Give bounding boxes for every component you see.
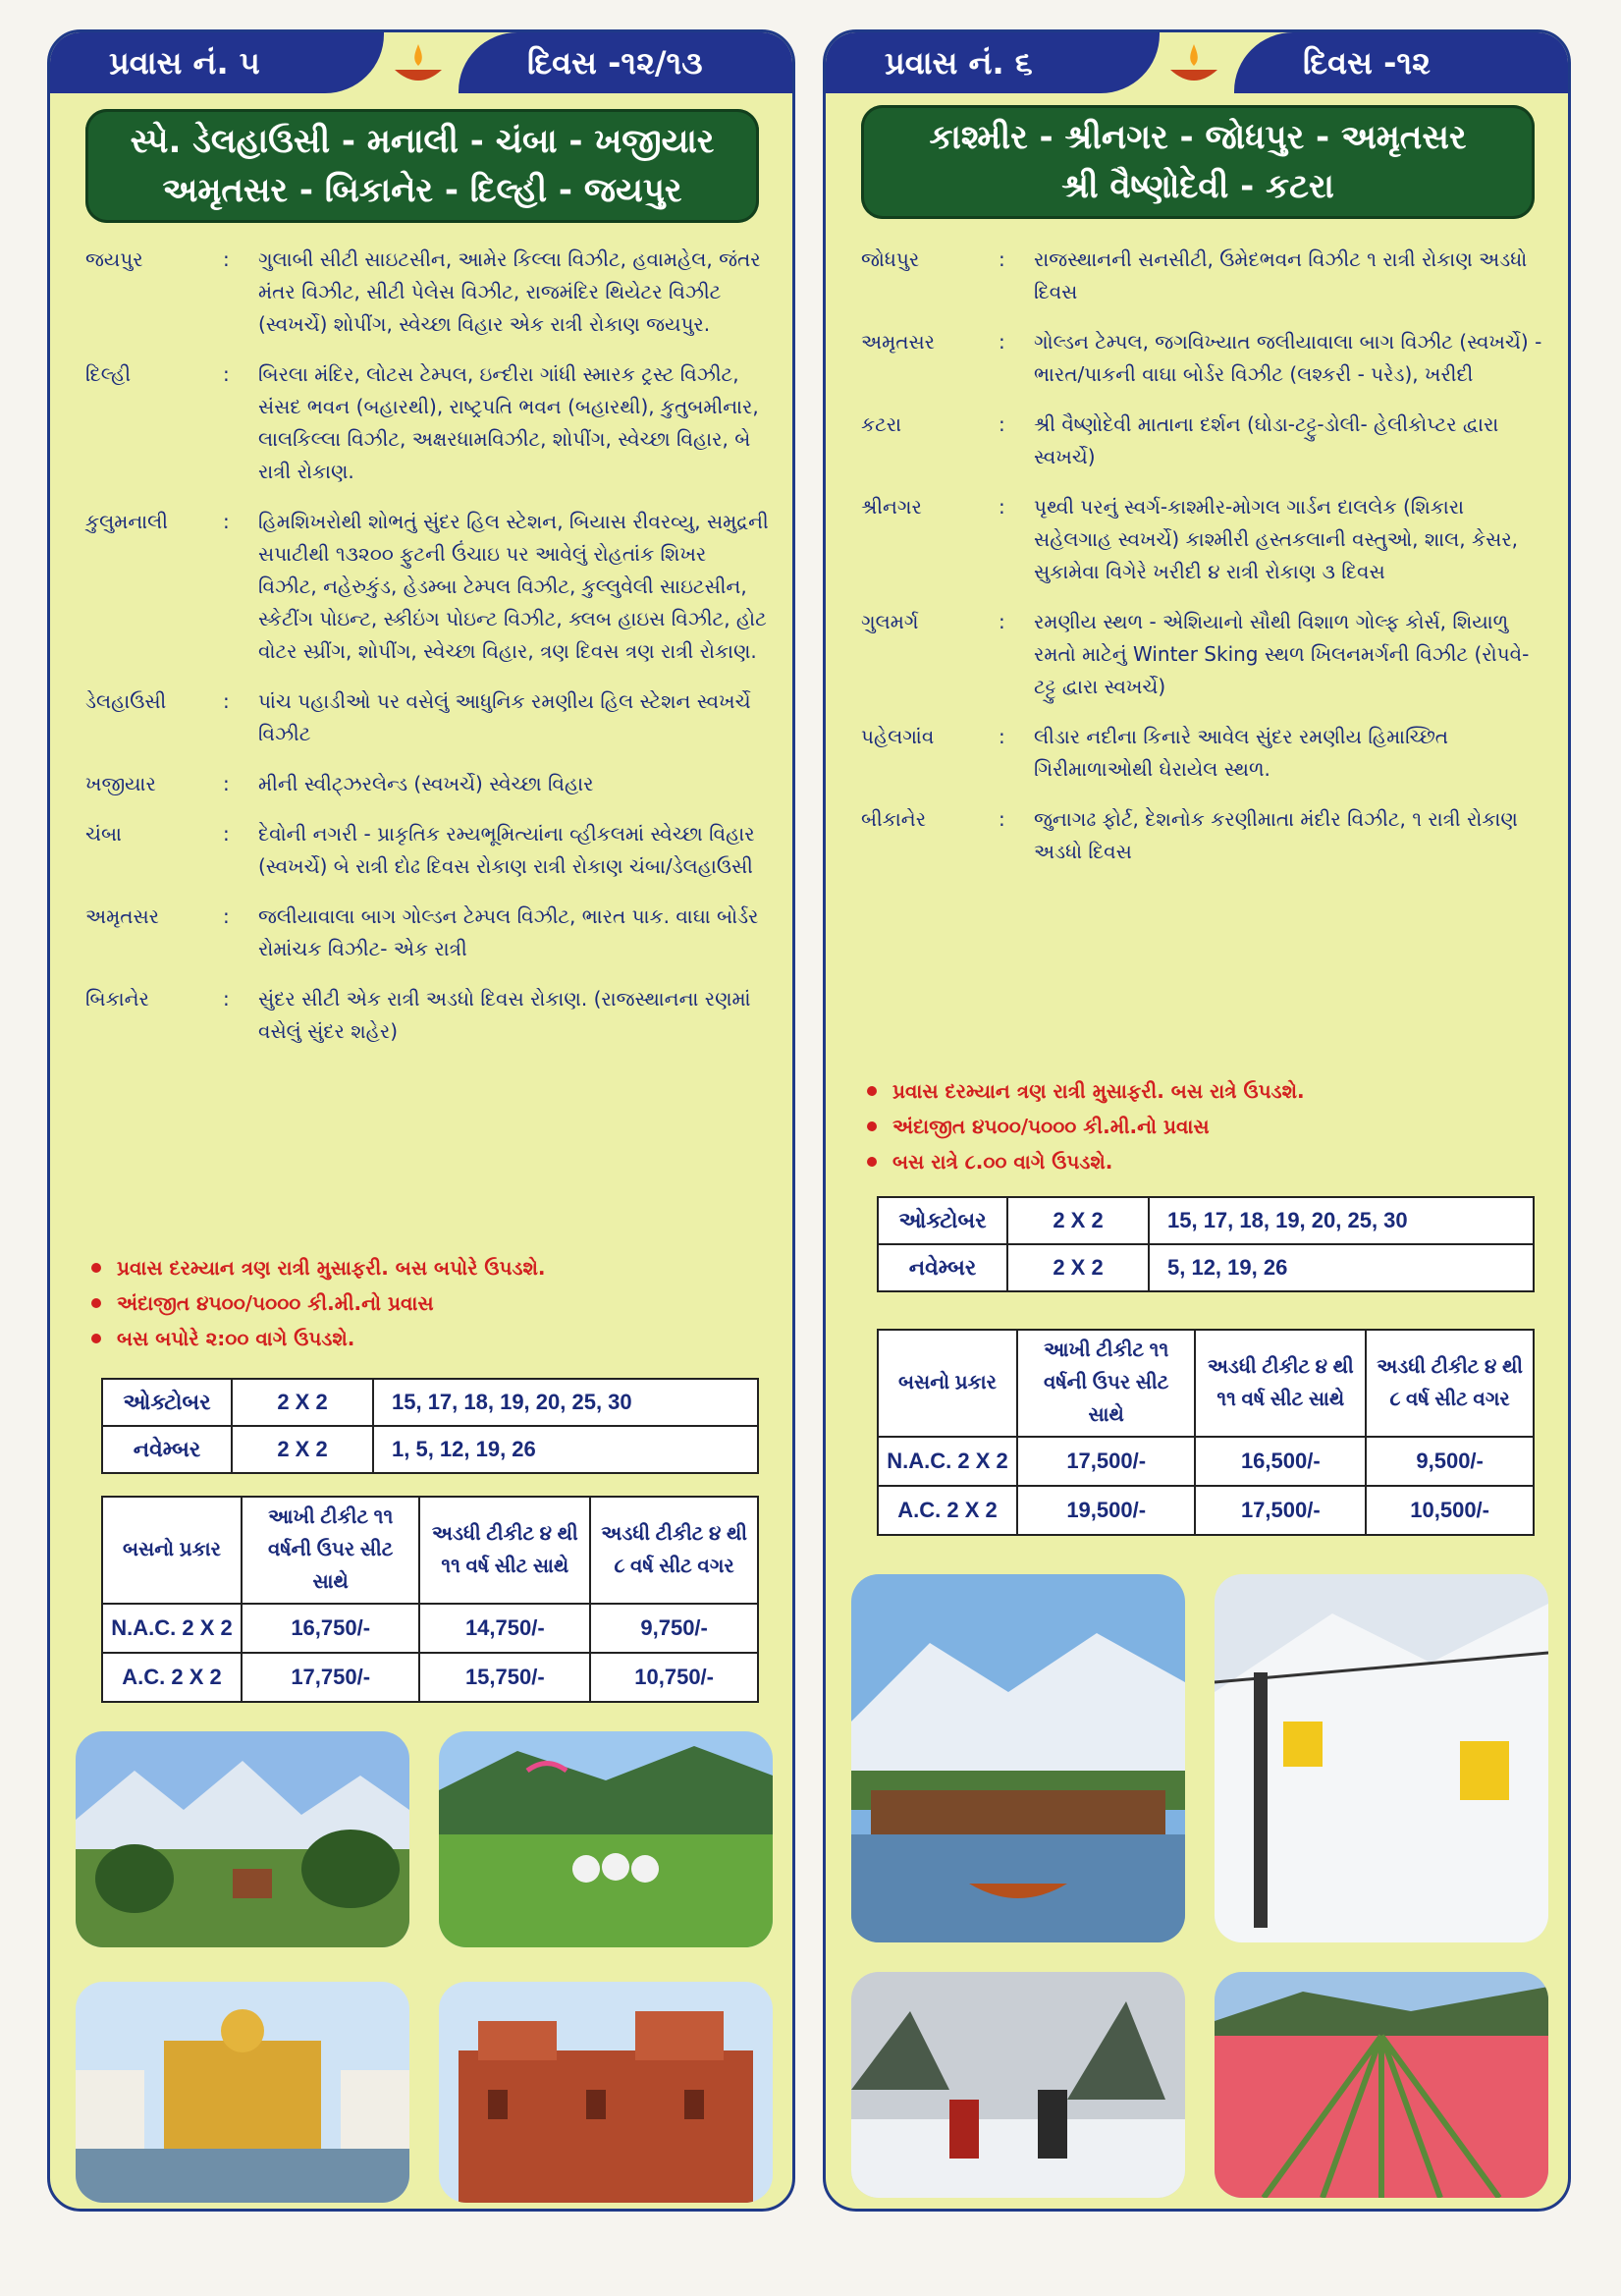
bullet-icon xyxy=(867,1157,877,1167)
table-row: A.C. 2 X 2 17,750/- 15,750/- 10,750/- xyxy=(102,1653,758,1702)
itinerary-row: અમૃતસર : ગોલ્ડન ટેમ્પલ, જગવિખ્યાત જલીયાવાલા બાગ વિઝીટ (સ્વખર્ચે) - ભારત/પાકની વાઘા બોર્ડર વિઝીટ (લશ્કરી - પરેડ), ખરીદી xyxy=(861,326,1548,391)
itinerary-row: ડેલહાઉસી : પાંચ પહાડીઓ પર વસેલું આધુનિક રમણીય હિલ સ્ટેશન સ્વખર્ચે વિઝીટ xyxy=(85,685,773,750)
tour-title-line-2: અમૃતસર - બિકાનેર - દિલ્હી - જયપુર xyxy=(162,171,682,210)
place-name: દિલ્હી xyxy=(85,362,132,386)
place-name: ગુલમર્ગ xyxy=(861,610,919,633)
notes-list xyxy=(91,1250,545,1356)
itinerary-row: ખજીયાર : મીની સ્વીટ્ઝરલેન્ડ (સ્વખર્ચે) સ્વેચ્છા વિહાર xyxy=(85,768,773,800)
place-name: પહેલગાંવ xyxy=(861,725,935,748)
place-description: સુંદર સીટી એક રાત્રી અડધો દિવસ રોકાણ. (રાજસ્થાનના રણમાં વસેલું સુંદર શહેર) xyxy=(258,987,751,1043)
place-name: અમૃતસર xyxy=(861,330,936,354)
place-description: ગોલ્ડન ટેમ્પલ, જગવિખ્યાત જલીયાવાલા બાગ વિઝીટ (સ્વખર્ચે) - ભારત/પાકની વાઘા બોર્ડર વિઝીટ (લશ્કરી - પરેડ), ખરીદી xyxy=(1034,330,1542,386)
bullet-icon xyxy=(91,1298,101,1308)
itinerary-row: બિકાનેર : સુંદર સીટી એક રાત્રી અડધો દિવસ રોકાણ. (રાજસ્થાનના રણમાં વસેલું સુંદર શહેર) xyxy=(85,983,773,1048)
photo-tulip-garden xyxy=(1215,1972,1548,2198)
place-description: હિમશિખરોથી શોભતું સુંદર હિલ સ્ટેશન, બિયાસ રીવરવ્યુ, સમુદ્રની સપાટીથી ૧૩૨૦૦ ફુટની ઉંચાઇ પર આવેલું રોહતાંક શિખર વિઝીટ, નહેરુકુંડ, હેડમ્બા ટેમ્પલ વિઝીટ, કુલ્લુવેલી સાઇટસીન, સ્કેટીંગ પોઇન્ટ, સ્કીઇંગ પોઇન્ટ વિઝીટ, ક્લબ હાઇસ વિઝીટ, હોટ વોટર સ્પ્રીંગ, શોપીંગ, સ્વેચ્છા વિહાર, ત્રણ દિવસ ત્રણ રાત્રી રોકાણ. xyxy=(258,510,769,663)
place-description: પૃથ્વી પરનું સ્વર્ગ-કાશ્મીર-મોગલ ગાર્ડન દાલલેક (શિકારા સહેલગાહ સ્વખર્ચે) કાશ્મીરી હસ્તકલાની વસ્તુઓ, શાલ, કેસર, સુકામેવા વિગેરે ખરીદી ૪ રાત્રી રોકાણ ૩ દિવસ xyxy=(1034,495,1519,583)
table-row: N.A.C. 2 X 2 17,500/- 16,500/- 9,500/- xyxy=(878,1437,1534,1486)
bullet-icon xyxy=(91,1263,101,1273)
tour-title-line-1: કાશ્મીર - શ્રીનગર - જોધપુર - અમૃતસર xyxy=(929,118,1467,157)
place-description: રાજસ્થાનની સનસીટી, ઉમેદભવન વિઝીટ ૧ રાત્રી રોકાણ અડધો દિવસ xyxy=(1034,247,1528,303)
tour-days: દિવસ -૧૨/૧૩ xyxy=(459,32,792,93)
itinerary-row: જયપુર : ગુલાબી સીટી સાઇટસીન, આમેર કિલ્લા વિઝીટ, હવામહેલ, જંતર મંતર વિઝીટ, સીટી પેલેસ વિઝીટ, રાજમંદિર થિયેટર વિઝીટ (સ્વખર્ચે) શોપીંગ, સ્વેચ્છા વિહાર એક રાત્રી રોકાણ જયપુર. xyxy=(85,244,773,341)
place-name: બિકાનેર xyxy=(85,987,149,1011)
panel-header xyxy=(826,32,1568,93)
place-description: રમણીય સ્થળ - એશિયાનો સૌથી વિશાળ ગોલ્ફ કોર્સ, શિયાળુ રમતો માટેનું Winter Sking સ્થળ ખિલનમર્ગની વિઝીટ (રોપવે-ટટ્ટુ દ્વારા સ્વખર્ચે) xyxy=(1034,610,1530,698)
departure-dates-table xyxy=(877,1196,1535,1292)
note-item: પ્રવાસ દરમ્યાન ત્રણ રાત્રી મુસાફરી. બસ બપોરે ઉપડશે. xyxy=(91,1250,545,1285)
place-description: જલીયાવાલા બાગ ગોલ્ડન ટેમ્પલ વિઝીટ, ભારત પાક. વાઘા બોર્ડર રોમાંચક વિઝીટ- એક રાત્રી xyxy=(258,904,759,960)
place-name: ચંબા xyxy=(85,822,122,846)
place-name: બીકાનેર xyxy=(861,807,927,831)
bullet-icon xyxy=(867,1086,877,1096)
place-description: પાંચ પહાડીઓ પર વસેલું આધુનિક રમણીય હિલ સ્ટેશન સ્વખર્ચે વિઝીટ xyxy=(258,689,751,745)
tour-number: પ્રવાસ નં. ૬ xyxy=(826,32,1160,93)
photo-gulmarg-ropeway xyxy=(1215,1574,1548,1942)
fare-table xyxy=(877,1329,1535,1536)
itinerary-list xyxy=(85,244,773,1066)
note-item: અંદાજીત ૪૫૦૦/૫૦૦૦ કી.મી.નો પ્રવાસ xyxy=(867,1109,1305,1144)
tour-title xyxy=(85,109,759,223)
departure-dates-table xyxy=(101,1378,759,1474)
photo-manali-zorb xyxy=(439,1731,773,1947)
place-name: કટરા xyxy=(861,412,901,436)
place-description: લીડાર નદીના કિનારે આવેલ સુંદર રમણીય હિમાચ્છિત ગિરીમાળાઓથી ઘેરાયેલ સ્થળ. xyxy=(1034,725,1449,781)
place-name: શ્રીનગર xyxy=(861,495,922,519)
itinerary-row: પહેલગાંવ : લીડાર નદીના કિનારે આવેલ સુંદર રમણીય હિમાચ્છિત ગિરીમાળાઓથી ઘેરાયેલ સ્થળ. xyxy=(861,721,1548,786)
table-header-row: બસનો પ્રકાર આખી ટીકીટ ૧૧ વર્ષની ઉપર સીટ સાથે અડધી ટીકીટ ૪ થી ૧૧ વર્ષ સીટ સાથે અડધી ટીકીટ ૪ થી ૮ વર્ષ સીટ વગર xyxy=(102,1497,758,1604)
tour-title-line-1: સ્પે. ડેલહાઉસી - મનાલી - ચંબા - ખજીયાર xyxy=(130,122,715,161)
itinerary-row: જોધપુર : રાજસ્થાનની સનસીટી, ઉમેદભવન વિઝીટ ૧ રાત્રી રોકાણ અડધો દિવસ xyxy=(861,244,1548,308)
place-name: જયપુર xyxy=(85,247,143,271)
table-header-row: બસનો પ્રકાર આખી ટીકીટ ૧૧ વર્ષની ઉપર સીટ સાથે અડધી ટીકીટ ૪ થી ૧૧ વર્ષ સીટ સાથે અડધી ટીકીટ ૪ થી ૮ વર્ષ સીટ વગર xyxy=(878,1330,1534,1437)
itinerary-row: કુલુમનાલી : હિમશિખરોથી શોભતું સુંદર હિલ સ્ટેશન, બિયાસ રીવરવ્યુ, સમુદ્રની સપાટીથી ૧૩૨૦૦ ફુટની ઉંચાઇ પર આવેલું રોહતાંક શિખર વિઝીટ, નહેરુકુંડ, હેડમ્બા ટેમ્પલ વિઝીટ, કુલ્લુવેલી સાઇટસીન, સ્કેટીંગ પોઇન્ટ, સ્કીઇંગ પોઇન્ટ વિઝીટ, ક્લબ હાઇસ વિઝીટ, હોટ વોટર સ્પ્રીંગ, શોપીંગ, સ્વેચ્છા વિહાર, ત્રણ દિવસ ત્રણ રાત્રી રોકાણ. xyxy=(85,506,773,668)
place-description: દેવોની નગરી - પ્રાકૃતિક રમ્યભૂમિત્યાંના વ્હીકલમાં સ્વેચ્છા વિહાર (સ્વખર્ચે) બે રાત્રી દોઢ દિવસ રોકાણ રાત્રી રોકાણ ચંબા/ડેલહાઉસી xyxy=(258,822,755,878)
notes-list xyxy=(867,1073,1305,1179)
itinerary-row: શ્રીનગર : પૃથ્વી પરનું સ્વર્ગ-કાશ્મીર-મોગલ ગાર્ડન દાલલેક (શિકારા સહેલગાહ સ્વખર્ચે) કાશ્મીરી હસ્તકલાની વસ્તુઓ, શાલ, કેસર, સુકામેવા વિગેરે ખરીદી ૪ રાત્રી રોકાણ ૩ દિવસ xyxy=(861,491,1548,588)
tour-title xyxy=(861,105,1535,219)
itinerary-row: ગુલમર્ગ : રમણીય સ્થળ - એશિયાનો સૌથી વિશાળ ગોલ્ફ કોર્સ, શિયાળુ રમતો માટેનું Winter Sking સ્થળ ખિલનમર્ગની વિઝીટ (રોપવે-ટટ્ટુ દ્વારા સ્વખર્ચે) xyxy=(861,606,1548,703)
note-item: બસ બપોરે ૨:૦૦ વાગે ઉપડશે. xyxy=(91,1321,545,1356)
itinerary-row: દિલ્હી : બિરલા મંદિર, લોટસ ટેમ્પલ, ઇન્દીરા ગાંધી સ્મારક ટ્રસ્ટ વિઝીટ, સંસદ ભવન (બહારથી), રાષ્ટ્રપતિ ભવન (બહારથી), કુતુબમીનાર, લાલકિલ્લા વિઝીટ, અક્ષરધામવિઝીટ, શોપીંગ, સ્વેચ્છા વિહાર, બે રાત્રી રોકાણ. xyxy=(85,358,773,488)
tour-number: પ્રવાસ નં. ૫ xyxy=(50,32,384,93)
panel-header xyxy=(50,32,792,93)
photo-snow-sledge xyxy=(851,1972,1185,2198)
diya-lamp-icon xyxy=(389,40,448,89)
tour-days: દિવસ -૧૨ xyxy=(1234,32,1568,93)
place-name: જોધપુર xyxy=(861,247,920,271)
itinerary-row: કટરા : શ્રી વૈષ્ણોદેવી માતાના દર્શન (ઘોડા-ટટ્ટુ-ડોલી- હેલીકોપ્ટર દ્વારા સ્વખર્ચે) xyxy=(861,409,1548,473)
table-row: ઓક્ટોબર 2 X 2 15, 17, 18, 19, 20, 25, 30 xyxy=(878,1197,1534,1244)
photo-manali-meadow xyxy=(76,1731,409,1947)
itinerary-list xyxy=(861,244,1548,886)
photo-dal-lake xyxy=(851,1574,1185,1942)
table-row: N.A.C. 2 X 2 16,750/- 14,750/- 9,750/- xyxy=(102,1604,758,1653)
tour-title-line-2: શ્રી વૈષ્ણોદેવી - કટરા xyxy=(1061,167,1334,206)
note-item: પ્રવાસ દરમ્યાન ત્રણ રાત્રી મુસાફરી. બસ રાત્રે ઉપડશે. xyxy=(867,1073,1305,1109)
place-name: ડેલહાઉસી xyxy=(85,689,167,713)
tour-panel-5 xyxy=(47,29,795,2212)
photo-golden-temple xyxy=(76,1982,409,2203)
diya-lamp-icon xyxy=(1164,40,1223,89)
bullet-icon xyxy=(91,1334,101,1343)
note-item: બસ રાત્રે ૮.૦૦ વાગે ઉપડશે. xyxy=(867,1144,1305,1179)
place-description: શ્રી વૈષ્ણોદેવી માતાના દર્શન (ઘોડા-ટટ્ટુ-ડોલી- હેલીકોપ્ટર દ્વારા સ્વખર્ચે) xyxy=(1034,412,1499,468)
place-name: કુલુમનાલી xyxy=(85,510,168,533)
table-row: નવેમ્બર 2 X 2 1, 5, 12, 19, 26 xyxy=(102,1426,758,1473)
fare-table xyxy=(101,1496,759,1703)
place-description: જુનાગઢ ફોર્ટ, દેશનોક કરણીમાતા મંદીર વિઝીટ, ૧ રાત્રી રોકાણ અડધો દિવસ xyxy=(1034,807,1518,863)
itinerary-row: અમૃતસર : જલીયાવાલા બાગ ગોલ્ડન ટેમ્પલ વિઝીટ, ભારત પાક. વાઘા બોર્ડર રોમાંચક વિઝીટ- એક રાત્રી xyxy=(85,901,773,965)
place-description: બિરલા મંદિર, લોટસ ટેમ્પલ, ઇન્દીરા ગાંધી સ્મારક ટ્રસ્ટ વિઝીટ, સંસદ ભવન (બહારથી), રાષ્ટ્રપતિ ભવન (બહારથી), કુતુબમીનાર, લાલકિલ્લા વિઝીટ, અક્ષરધામવિઝીટ, શોપીંગ, સ્વેચ્છા વિહાર, બે રાત્રી રોકાણ. xyxy=(258,362,759,483)
table-row: A.C. 2 X 2 19,500/- 17,500/- 10,500/- xyxy=(878,1486,1534,1535)
place-name: ખજીયાર xyxy=(85,772,156,795)
itinerary-row: ચંબા : દેવોની નગરી - પ્રાકૃતિક રમ્યભૂમિત્યાંના વ્હીકલમાં સ્વેચ્છા વિહાર (સ્વખર્ચે) બે રાત્રી દોઢ દિવસ રોકાણ રાત્રી રોકાણ ચંબા/ડેલહાઉસી xyxy=(85,818,773,883)
note-item: અંદાજીત ૪૫૦૦/૫૦૦૦ કી.મી.નો પ્રવાસ xyxy=(91,1285,545,1321)
place-description: મીની સ્વીટ્ઝરલેન્ડ (સ્વખર્ચે) સ્વેચ્છા વિહાર xyxy=(258,772,594,795)
tour-panel-6 xyxy=(823,29,1571,2212)
itinerary-row: બીકાનેર : જુનાગઢ ફોર્ટ, દેશનોક કરણીમાતા મંદીર વિઝીટ, ૧ રાત્રી રોકાણ અડધો દિવસ xyxy=(861,803,1548,868)
table-row: ઓક્ટોબર 2 X 2 15, 17, 18, 19, 20, 25, 30 xyxy=(102,1379,758,1426)
bullet-icon xyxy=(867,1121,877,1131)
place-name: અમૃતસર xyxy=(85,904,160,928)
table-row: નવેમ્બર 2 X 2 5, 12, 19, 26 xyxy=(878,1244,1534,1291)
place-description: ગુલાબી સીટી સાઇટસીન, આમેર કિલ્લા વિઝીટ, હવામહેલ, જંતર મંતર વિઝીટ, સીટી પેલેસ વિઝીટ, રાજમંદિર થિયેટર વિઝીટ (સ્વખર્ચે) શોપીંગ, સ્વેચ્છા વિહાર એક રાત્રી રોકાણ જયપુર. xyxy=(258,247,761,336)
photo-junagarh-fort xyxy=(439,1982,773,2203)
